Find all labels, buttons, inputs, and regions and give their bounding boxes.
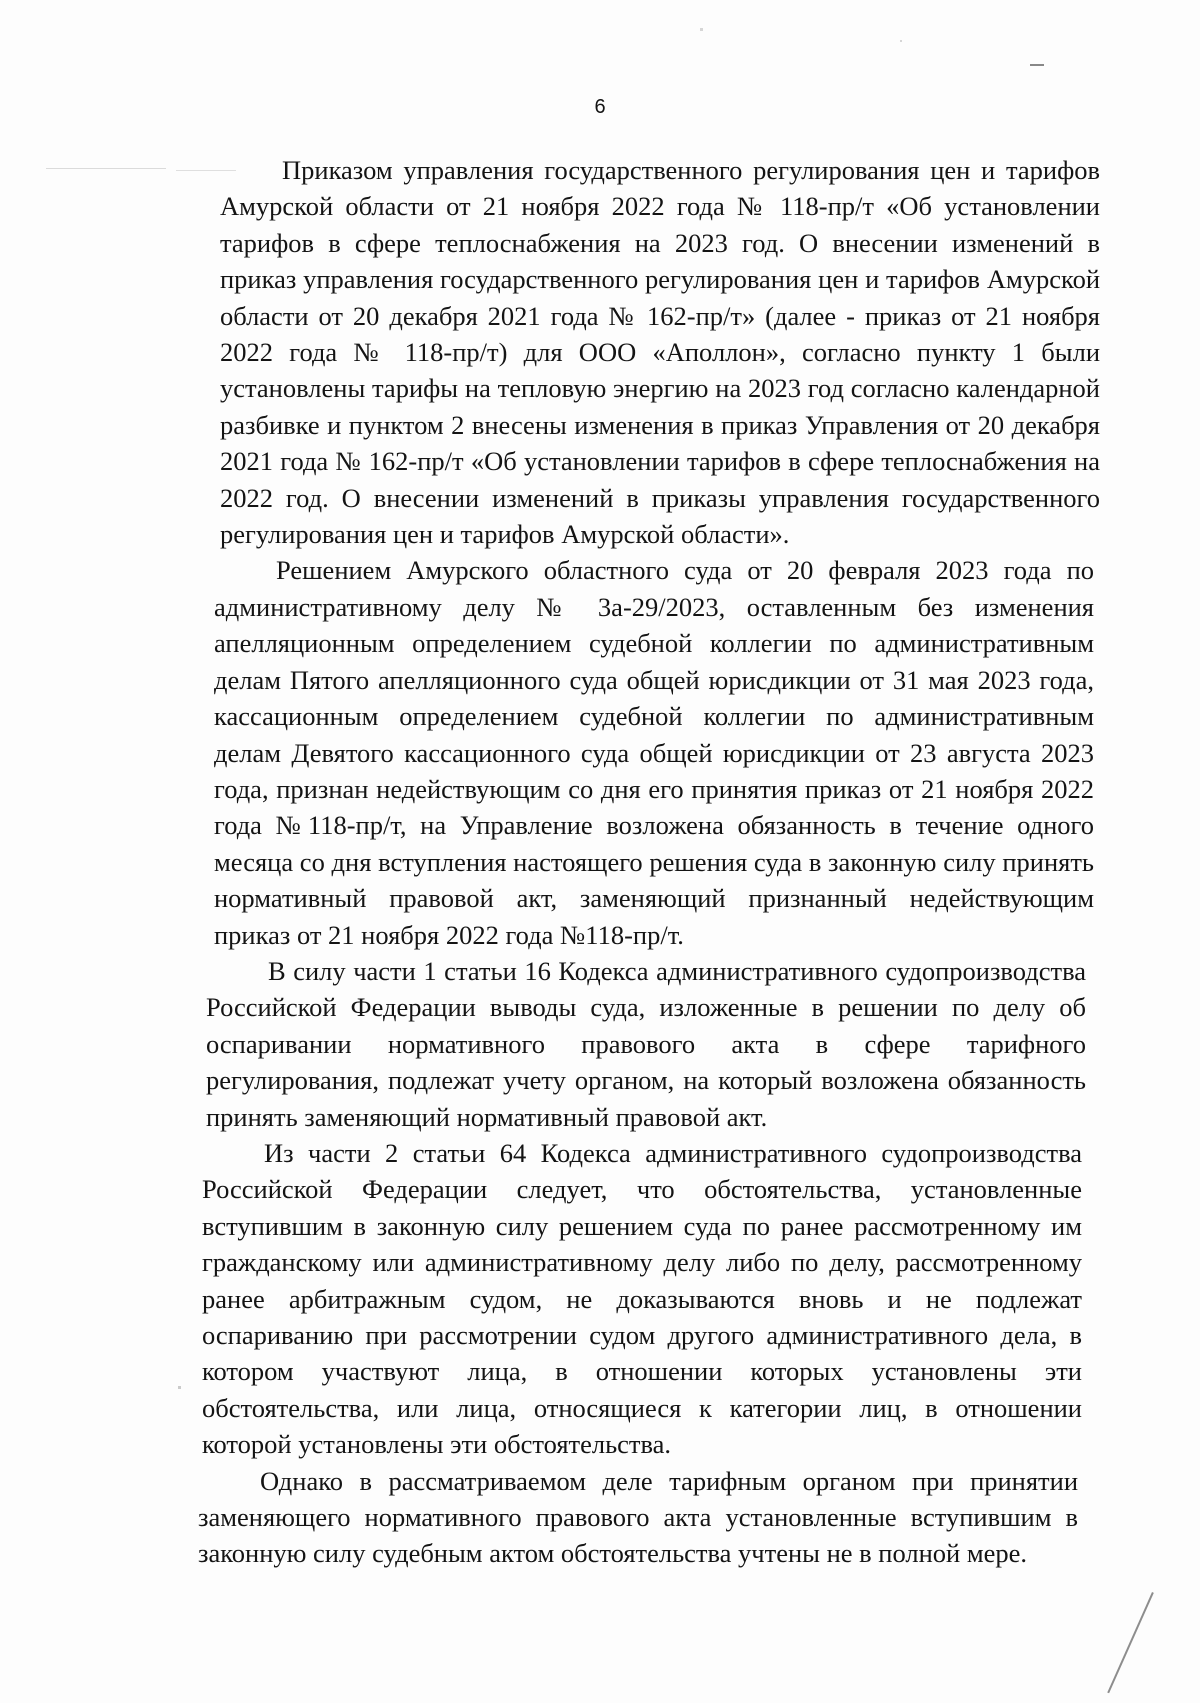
scan-artifact bbox=[900, 40, 902, 42]
scan-artifact bbox=[1030, 64, 1044, 66]
paragraph-article-64: Из части 2 статьи 64 Кодекса административного судопроизводства Российской Федерации следует, что обстоятельства, установленные вступившим в законную силу решением суда по ранее рассмотренному им гражданскому или административному делу либо по делу, рассмотренному ранее арбитражным судом, не доказываются вновь и не подлежат оспариванию при рассмотрении судом другого административного дела, в котором участвуют лица, в отношении которых установлены эти обстоятельства, или лица, относящиеся к категории лиц, в отношении которой установлены эти обстоятельства. bbox=[202, 1137, 1082, 1460]
paragraph-court-decision: Решением Амурского областного суда от 20 февраля 2023 года по административному делу № 3а-29/2023, оставленным без изменения апелляционным определением судебной коллегии по административным делам Пятого апелляционного суда общей юрисдикции от 31 мая 2023 года, кассационным определением судебной коллегии по административным делам Девятого кассационного суда общей юрисдикции от 23 августа 2023 года, признан недействующим со дня его принятия приказ от 21 ноября 2022 года №118-пр/т, на Управление возложена обязанность в течение одного месяца со дня вступления настоящего решения суда в законную силу принять нормативный правовой акт, заменяющий признанный недействующим приказ от 21 ноября 2022 года №118-пр/т. bbox=[214, 555, 1094, 950]
scan-artifact bbox=[178, 1386, 181, 1389]
paragraph-order-reference: Приказом управления государственного регулирования цен и тарифов Амурской области от 21 ноября 2022 года № 118-пр/т «Об установлении тарифов в сфере теплоснабжения на 2023 год. О внесении изменений в приказ управления государственного регулирования цен и тарифов Амурской области от 20 декабря 2021 года № 162-пр/т» (далее - приказ от 21 ноября 2022 года № 118-пр/т) для ООО «Аполлон», согласно пункту 1 были установлены тарифы на тепловую энергию на 2023 год согласно календарной разбивке и пунктом 2 внесены изменения в приказ Управления от 20 декабря 2021 года № 162-пр/т «Об установлении тарифов в сфере теплоснабжения на 2022 год. О внесении изменений в приказы управления государственного регулирования цен и тарифов Амурской области». bbox=[220, 155, 1100, 550]
paragraph-article-16: В силу части 1 статьи 16 Кодекса административного судопроизводства Российской Федерации выводы суда, изложенные в решении по делу об оспаривании нормативного правового акта в сфере тарифного регулирования, подлежат учету органом, на который возложена обязанность принять заменяющий нормативный правовой акт. bbox=[206, 955, 1086, 1132]
paragraph-conclusion: Однако в рассматриваемом деле тарифным органом при принятии заменяющего нормативного правового акта установленные вступившим в законную силу судебным актом обстоятельства учтены не в полной мере. bbox=[198, 1465, 1078, 1569]
scan-artifact bbox=[700, 28, 703, 31]
pen-mark bbox=[1107, 1592, 1154, 1693]
page-number: 6 bbox=[594, 96, 606, 118]
document-body bbox=[198, 152, 1100, 1572]
scan-artifact bbox=[46, 168, 166, 169]
